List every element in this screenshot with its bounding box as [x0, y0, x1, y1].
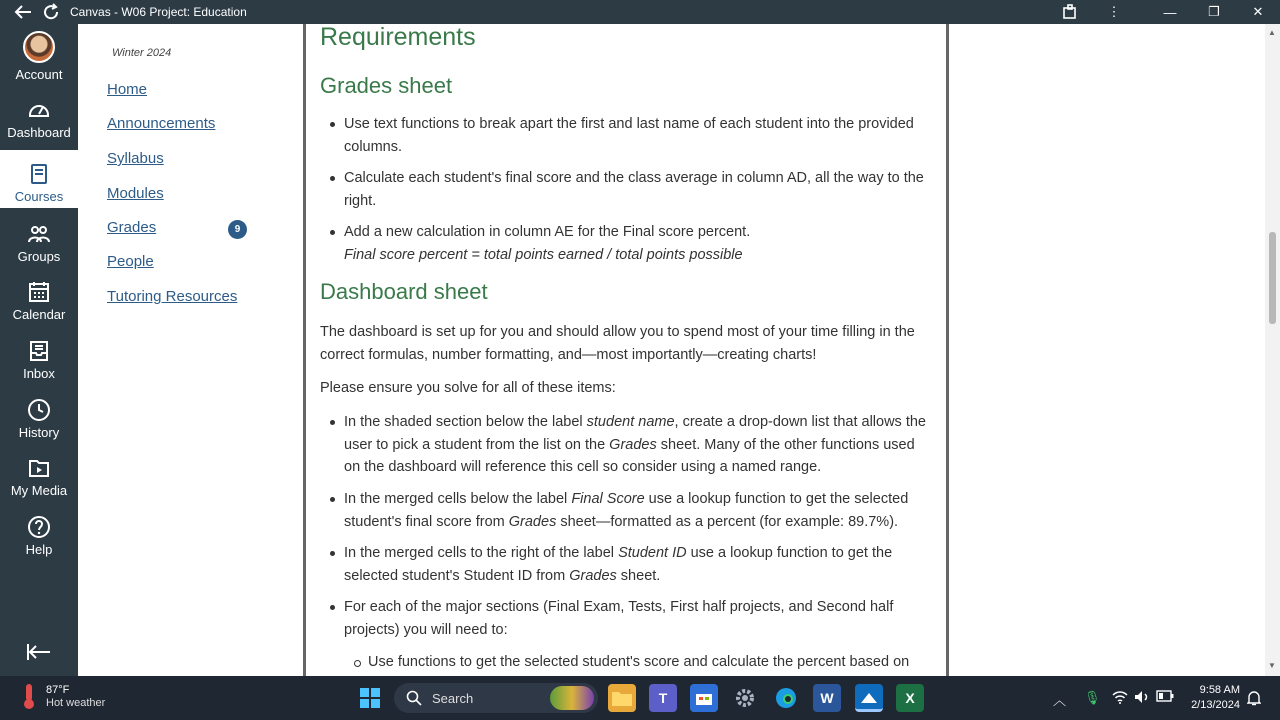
list-item: In the shaded section below the label student name, create a drop-down list that allows the user to pick a student from the list on the Grades sheet. Many of the other functions used on the dashboard will reference this cell so consider using a named range.	[344, 411, 934, 479]
volume-icon[interactable]	[1134, 690, 1150, 707]
word-icon[interactable]: W	[813, 684, 841, 712]
media-icon	[27, 456, 51, 480]
course-nav-people[interactable]: People	[107, 253, 154, 270]
teams-icon[interactable]: T	[649, 684, 677, 712]
global-nav-calendar[interactable]: Calendar	[0, 268, 78, 326]
groups-icon	[27, 222, 51, 246]
vertical-scrollbar[interactable]	[1265, 24, 1280, 676]
start-icon[interactable]	[356, 684, 384, 712]
dashboard-icon	[27, 98, 51, 122]
restore-button[interactable]: ❐	[1208, 4, 1220, 19]
global-nav-dashboard[interactable]: Dashboard	[0, 86, 78, 144]
close-button[interactable]: ✕	[1252, 4, 1264, 19]
list-item: Use functions to get the selected student's score and calculate the percent based on	[368, 651, 934, 674]
course-nav-announcements[interactable]: Announcements	[107, 115, 216, 132]
global-nav-inbox[interactable]: Inbox	[0, 327, 78, 385]
list-item: Calculate each student's final score and the class average in column AD, all the way to the right.	[344, 167, 934, 212]
list-item: Use text functions to break apart the first and last name of each student into the provided columns.	[344, 113, 934, 158]
requirements-heading: Requirements	[320, 24, 476, 51]
history-icon	[27, 398, 51, 422]
global-nav-groups[interactable]: Groups	[0, 210, 78, 268]
global-nav-account[interactable]: Account	[0, 28, 78, 86]
more-options-icon[interactable]: ⋮	[1107, 4, 1121, 19]
global-nav-help[interactable]: Help	[0, 503, 78, 561]
course-nav-home[interactable]: Home	[107, 81, 148, 98]
calendar-icon	[27, 280, 51, 304]
course-nav-modules[interactable]: Modules	[107, 185, 164, 202]
right-empty-pane	[949, 24, 1265, 676]
course-navigation	[78, 24, 304, 676]
list-item: For each of the major sections (Final Exam, Tests, First half projects, and Second half projects) you will need to:	[344, 596, 934, 641]
settings-icon[interactable]	[731, 684, 759, 712]
ensure-text: Please ensure you solve for all of these items:	[320, 380, 616, 396]
refresh-icon[interactable]	[40, 1, 62, 23]
global-nav-courses[interactable]: Courses	[0, 150, 78, 208]
course-nav-grades[interactable]: Grades	[107, 219, 157, 236]
dashboard-sheet-heading: Dashboard sheet	[320, 279, 488, 304]
inbox-icon	[27, 339, 51, 363]
canvas-app-icon[interactable]	[855, 684, 883, 712]
search-highlight-icon	[550, 686, 594, 710]
list-item: Add a new calculation in column AE for the Final score percent. Final score percent = total points earned / total points possible	[344, 221, 934, 266]
taskbar	[0, 676, 1280, 720]
page-content	[303, 24, 949, 676]
term-label: Winter 2024	[112, 47, 172, 59]
show-hidden-icons-icon[interactable]: ︿	[1053, 693, 1067, 708]
grades-sheet-heading: Grades sheet	[320, 73, 453, 98]
temperature: 87°F	[46, 684, 70, 696]
courses-icon	[27, 162, 51, 186]
weather-condition: Hot weather	[46, 697, 106, 709]
global-nav-history[interactable]: History	[0, 386, 78, 444]
back-arrow-icon[interactable]	[12, 1, 34, 23]
taskbar-search[interactable]: Search	[394, 683, 598, 713]
scroll-up-arrow-icon[interactable]: ▲	[1268, 28, 1276, 37]
battery-icon[interactable]	[1156, 690, 1174, 705]
scroll-down-arrow-icon[interactable]: ▼	[1268, 661, 1276, 670]
course-nav-syllabus[interactable]: Syllabus	[107, 150, 164, 167]
list-item: In the merged cells below the label Final Score use a lookup function to get the selected student's final score from Grades sheet—formatted as a percent (for example: 89.7%).	[344, 488, 934, 533]
minimize-button[interactable]: —	[1163, 4, 1177, 20]
edge-icon[interactable]	[772, 684, 800, 712]
excel-icon[interactable]: X	[896, 684, 924, 712]
window-title: Canvas - W06 Project: Education	[70, 5, 247, 19]
course-nav-tutoring-resources[interactable]: Tutoring Resources	[107, 288, 238, 305]
scroll-thumb[interactable]	[1269, 232, 1276, 324]
formula-text: Final score percent = total points earned / total points possible	[344, 246, 743, 263]
collapse-nav-icon[interactable]	[26, 642, 52, 666]
notifications-icon[interactable]	[1247, 690, 1261, 709]
dashboard-intro: The dashboard is set up for you and should allow you to spend most of your time filling in the correct formulas, number formatting, and—most importantly—creating charts!	[320, 324, 915, 363]
global-nav-my-media[interactable]: My Media	[0, 444, 78, 502]
grades-count-badge: 9	[228, 220, 247, 239]
extensions-icon[interactable]	[1048, 0, 1092, 24]
store-icon[interactable]	[690, 684, 718, 712]
list-item: In the merged cells to the right of the label Student ID use a lookup function to get the selected student's Student ID from Grades sheet.	[344, 542, 934, 587]
wifi-icon[interactable]	[1112, 690, 1128, 707]
global-navigation	[0, 24, 78, 676]
search-icon	[406, 690, 422, 706]
weather-widget[interactable]	[18, 682, 105, 710]
avatar	[23, 31, 55, 63]
title-bar	[0, 0, 1280, 24]
file-explorer-icon[interactable]	[608, 684, 636, 712]
thermometer-icon	[18, 682, 40, 710]
clock[interactable]: 9:58 AM 2/13/2024	[1191, 684, 1240, 711]
microphone-icon[interactable]: 🎙	[1084, 690, 1101, 705]
help-icon	[27, 515, 51, 539]
